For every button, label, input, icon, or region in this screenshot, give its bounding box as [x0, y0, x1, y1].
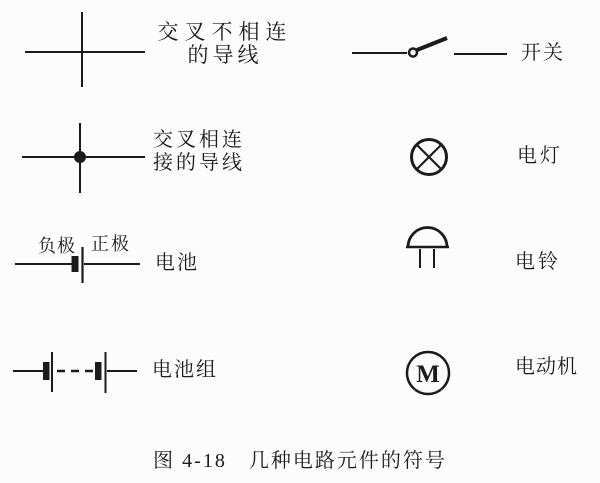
- crossed-wires-unconnected-label: [150, 21, 300, 67]
- battery-positive-label: 正极: [91, 234, 131, 254]
- battery-label: 电池: [155, 252, 199, 274]
- switch-icon: [348, 30, 513, 70]
- battery-pack-label: 电池组: [152, 359, 218, 381]
- lamp-icon: [408, 136, 450, 178]
- battery-negative-label: 负极: [38, 236, 76, 256]
- bell-icon: [404, 224, 452, 272]
- junction-dot-icon: [75, 152, 86, 163]
- switch-label: 开关: [521, 42, 565, 64]
- figure-title: 几种电路元件的符号: [248, 450, 447, 472]
- label-line-1: 交叉不相连: [157, 20, 293, 44]
- figure-number: 图 4-18: [153, 450, 227, 472]
- battery-icon: [12, 240, 144, 290]
- motor-letter: M: [416, 361, 440, 388]
- motor-label: 电动机: [515, 356, 578, 378]
- label-line-1: 交叉相连: [153, 129, 245, 151]
- crossed-wires-connected-icon: [15, 118, 155, 200]
- figure-caption: [0, 444, 600, 473]
- switch-lever: [417, 38, 447, 50]
- label-line-2: 的导线: [187, 43, 263, 67]
- battery-negative-plate: [72, 256, 79, 272]
- battery-pack-icon: [10, 348, 140, 396]
- label-line-2: 接的导线: [153, 152, 245, 174]
- motor-icon: [404, 349, 452, 397]
- switch-pivot: [409, 49, 417, 57]
- crossed-wires-unconnected-icon: [15, 8, 155, 93]
- bell-label: 电铃: [515, 251, 561, 273]
- lamp-label: 电灯: [517, 145, 563, 167]
- crossed-wires-connected-label: [153, 129, 303, 175]
